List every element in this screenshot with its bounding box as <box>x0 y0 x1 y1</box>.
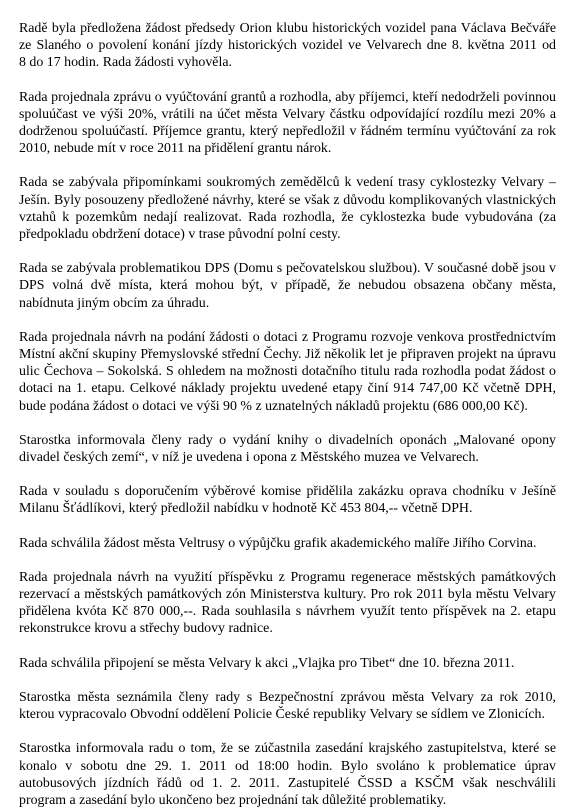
paragraph-regional-assembly <box>19 740 556 809</box>
text-line: Rada projednala návrh na využití příspěvku z Programu regenerace městských památkových <box>19 569 556 585</box>
text-line: Starostka města seznámila členy rady s Bezpečnostní zprávou města Velvary za rok 2010, <box>19 689 556 705</box>
paragraph-sidewalk-contract <box>19 483 556 517</box>
paragraph-theatre-curtains <box>19 432 556 466</box>
paragraph-flag-for-tibet <box>19 655 556 672</box>
text-line: přidělena kvóta Kč 870 000,--. Rada souhlasila s návrhem využít tento příspěvek na 2. etapu <box>19 604 556 620</box>
text-line: Rada schválila žádost města Veltrusy o výpůjčku grafik akademického malíře Jiřího Corvina. <box>19 535 537 551</box>
text-line: Ješín. Byly posouzeny předložené návrhy, které se však z důvodu komplikovaných vlastnických <box>19 192 556 208</box>
text-line: ze Slaného o povolení konání jízdy historických vozidel ve Velvarech dne 8. května 2011 od <box>19 38 556 54</box>
text-line: Rada v souladu s doporučením výběrové komise přidělila zakázku oprava chodníku v Ješíně <box>19 484 556 500</box>
text-line: nabídnuta jiným obcím za úhradu. <box>19 295 210 311</box>
paragraph-veltrusy-loan <box>19 535 556 552</box>
text-line: Rada projednala návrh na podání žádosti o dotaci z Programu rozvoje venkova prostřednictvím <box>19 329 556 345</box>
paragraph-security-report <box>19 689 556 723</box>
text-line: divadel českých zemí“, v níž je uvedena i opona z Městského muzea ve Velvarech. <box>19 450 479 466</box>
text-line: DPS volná dvě místa, která mohou být, v případě, že nebudou obsazena občany města, <box>19 278 556 294</box>
text-line: předpokladu obdržení dotace) v trase původní polní cesty. <box>19 227 341 243</box>
text-line: Starostka informovala členy rady o vydání knihy o divadelních oponách „Malované opony <box>19 432 556 448</box>
text-line: Rada schválila připojení se města Velvary k akci „Vlajka pro Tibet“ dne 10. března 2011. <box>19 655 515 671</box>
text-line: konalo v sobotu dne 29. 1. 2011 od 18:00 hodin. Bylo svoláno k problematice úprav <box>19 758 556 774</box>
paragraph-monument-regeneration <box>19 569 556 638</box>
text-line: Starostka informovala radu o tom, že se zúčastnila zasedání krajského zastupitelstva, které se <box>19 741 556 757</box>
text-line: Rada se zabývala připomínkami soukromých zemědělců k vedení trasy cyklostezky Velvary – <box>19 175 556 191</box>
paragraph-bike-path <box>19 174 556 243</box>
text-line: Rada projednala zprávu o vyúčtování grantů a rozhodla, aby příjemci, kteří nedodrželi povinnou <box>19 89 556 105</box>
text-line: rezervací a městských památkových zón Ministerstva kultury. Pro rok 2011 byla městu Velvary <box>19 587 556 603</box>
text-line: 8 do 17 hodin. Rada žádosti vyhověla. <box>19 55 232 71</box>
text-line: bude podána žádost o dotaci ve výši 90 % z uznatelných nákladů projektu (686 000,00 Kč). <box>19 398 528 414</box>
text-line: dodrženou spoluúčastí. Příjemce grantu, který nepředložil v řádném termínu vyúčtování za rok <box>19 124 556 140</box>
text-line: Místní akční skupiny Přemyslovské střední Čechy. Již několik let je připraven projekt na úpravu <box>19 347 556 363</box>
text-line: 2010, nebude mít v roce 2011 na přidělení grantu nárok. <box>19 141 332 157</box>
text-line: program a zasedání bylo ukončeno bez projednání tak důležité problematiky. <box>19 792 447 808</box>
text-line: kterou vypracovalo Obvodní oddělení Policie České republiky Velvary se sídlem ve Zlonicích. <box>19 707 545 723</box>
text-line: Rada se zabývala problematikou DPS (Domu s pečovatelskou službou). V současné době jsou v <box>19 261 556 277</box>
text-line: Radě byla předložena žádost předsedy Orion klubu historických vozidel pana Václava Bečváře <box>19 21 556 36</box>
text-line: spoluúčast ve výši 20%, vrátili na účet města Velvary částku odpovídající rozdílu mezi 20% a <box>19 106 556 122</box>
text-line: rekonstrukce krovu a střechy budovy radnice. <box>19 621 273 637</box>
paragraph-orion-club <box>19 20 556 72</box>
text-line: Milanu Šťádlíkovi, který předložil nabídku v hodnotě Kč 453 804,-- včetně DPH. <box>19 501 473 517</box>
text-line: autobusových jízdních řádů od 1. 2. 2011. Zastupitelé ČSSD a KSČM však neschválili <box>19 775 556 791</box>
text-line: dotaci na 1. etapu. Celkové náklady projektu uvedené etapy činí 914 747,00 Kč včetně DPH, <box>19 381 556 397</box>
paragraph-dps <box>19 260 556 312</box>
paragraph-rural-development <box>19 329 556 415</box>
paragraph-grants <box>19 89 556 158</box>
text-line: vztahů k pozemkům nedají realizovat. Rada rozhodla, že cyklostezka bude vybudována (za <box>19 209 556 225</box>
text-line: ulic Čechova – Sokolská. S ohledem na možnosti dotačního titulu rada rozhodla podat žádost o <box>19 364 556 380</box>
